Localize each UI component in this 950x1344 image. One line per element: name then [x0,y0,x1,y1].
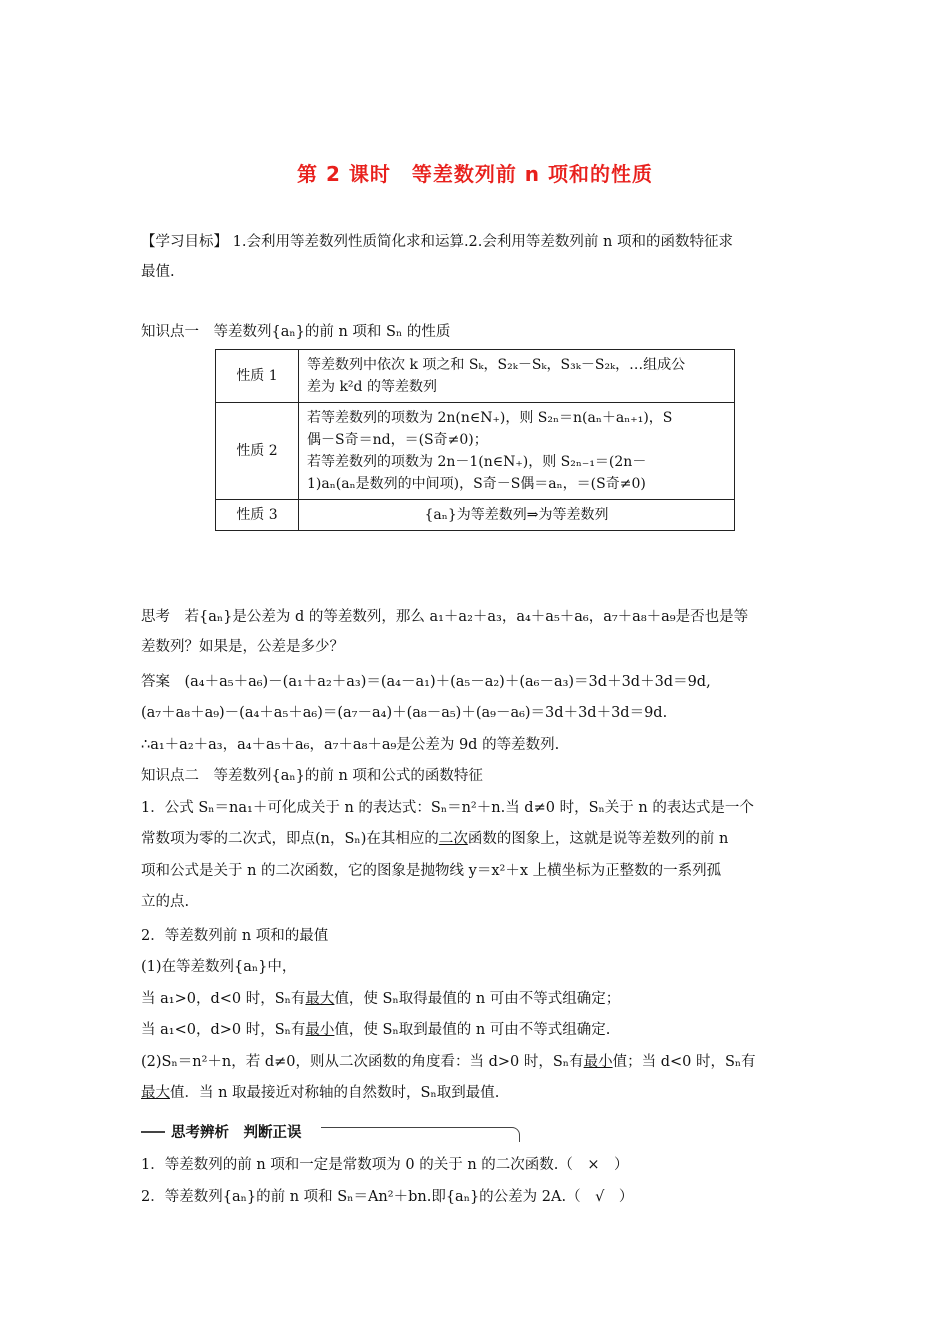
underlined-term: 最大 [305,991,335,1007]
kp2-p2-heading: 2．等差数列前 n 项和的最值 [141,928,329,944]
kp2-p1-line-1: 1．公式 Sₙ＝na₁＋可化成关于 n 的表达式：Sₙ＝n²＋n.当 d≠0 时，Sₙ关于 n 的表达式是一个 [141,800,754,816]
table-row [216,403,735,500]
kp2-p2-line-3 [141,1020,811,1040]
header-frame-decoration [321,1127,520,1142]
text-span: (2)Sₙ＝n²＋n，若 d≠0，则从二次函数的角度看：当 d>0 时，Sₙ有 [141,1054,584,1070]
text-span: 值，使 Sₙ取得最值的 n 可由不等式组确定； [334,991,621,1007]
table-row [216,500,735,531]
text-span: 当 a₁>0，d<0 时，Sₙ有 [141,991,306,1007]
property-content [299,350,735,403]
judge-label: 思考辨析 判断正误 [171,1125,302,1141]
answer-line-2: (a₇＋a₈＋a₉)－(a₄＋a₅＋a₆)＝(a₇－a₄)＋(a₈－a₅)＋(a₉－a₆)＝3d＋3d＋3d＝9d. [141,705,668,721]
text-span: 常数项为零的二次式，即点(n，Sₙ)在其相应的 [141,831,439,847]
kp1-heading: 知识点一 等差数列{aₙ}的前 n 项和 Sₙ 的性质 [141,324,451,340]
text-span: 当 a₁<0，d>0 时，Sₙ有 [141,1022,306,1038]
properties-table [215,349,735,531]
text-span: 值．当 n 取最接近对称轴的自然数时，Sₙ取到最值. [170,1085,500,1101]
property-key: 性质 3 [216,500,299,531]
header-bar-decoration [141,1131,165,1133]
think-question-2: 差数列？如果是，公差是多少？ [141,639,344,655]
text-span: 函数的图象上，这就是说等差数列的前 n [467,831,729,847]
answer-line-3: ∴a₁＋a₂＋a₃，a₄＋a₅＋a₆，a₇＋a₈＋a₉是公差为 9d 的等差数列. [141,737,560,753]
property-line: 等差数列中依次 k 项之和 Sₖ，S₂ₖ－Sₖ，S₃ₖ－S₂ₖ，…组成公 [307,357,686,373]
underlined-term: 最小 [583,1054,613,1070]
underlined-term: 最大 [141,1085,170,1101]
think-question-1: 思考 若{aₙ}是公差为 d 的等差数列，那么 a₁＋a₂＋a₃，a₄＋a₅＋a₆，a₇＋a₈＋a₉是否也是等 [141,609,749,625]
property-line: 若等差数列的项数为 2n－1(n∈N₊)，则 S₂ₙ₋₁＝(2n－ [307,454,647,470]
kp2-p2-line-2 [141,989,811,1009]
judge-item-2: 2．等差数列{aₙ}的前 n 项和 Sₙ＝An²＋bn.即{aₙ}的公差为 2A.（ √ ） [141,1189,634,1205]
kp2-p1-line-4: 立的点. [141,894,190,910]
kp2-p2-line-1: (1)在等差数列{aₙ}中， [141,959,297,975]
kp2-p1-line-2 [141,829,811,849]
property-content [299,500,735,531]
text-span: 值，使 Sₙ取到最值的 n 可由不等式组确定. [334,1022,611,1038]
objectives-line-1: 【学习目标】 1.会利用等差数列性质简化求和运算.2.会利用等差数列前 n 项和的函数特征求 [141,234,733,250]
lesson-title: 第 2 课时 等差数列前 n 项和的性质 [296,162,653,186]
property-key: 性质 1 [216,350,299,403]
text-span: 值；当 d<0 时，Sₙ有 [612,1054,756,1070]
kp2-p1-line-3: 项和公式是关于 n 的二次函数，它的图象是抛物线 y＝x²＋x 上横坐标为正整数的一系列孤 [141,863,722,879]
kp2-p2-line-4 [141,1052,811,1072]
judge-item-1: 1．等差数列的前 n 项和一定是常数项为 0 的关于 n 的二次函数.（ × ） [141,1157,629,1173]
property-key: 性质 2 [216,403,299,500]
kp2-p2-line-5 [141,1083,811,1103]
property-line: 差为 k²d 的等差数列 [307,379,437,395]
kp2-heading: 知识点二 等差数列{aₙ}的前 n 项和公式的函数特征 [141,768,483,784]
underlined-term: 二次 [438,831,468,847]
table-row [216,350,735,403]
answer-line-1: 答案 (a₄＋a₅＋a₆)－(a₁＋a₂＋a₃)＝(a₄－a₁)＋(a₅－a₂)＋(a₆－a₃)＝3d＋3d＋3d＝9d, [141,674,711,690]
underlined-term: 最小 [305,1022,335,1038]
objectives-line-2: 最值. [141,264,175,280]
property-line: 1)aₙ(aₙ是数列的中间项)，S奇－S偶＝aₙ，＝(S奇≠0) [307,476,646,492]
property-line: {aₙ}为等差数列⇒为等差数列 [424,507,609,523]
property-line: 若等差数列的项数为 2n(n∈N₊)，则 S₂ₙ＝n(aₙ＋aₙ₊₁)，S [307,410,673,426]
property-content [299,403,735,500]
property-line: 偶－S奇＝nd，＝(S奇≠0)； [307,432,488,448]
judge-section-header [141,1121,521,1143]
